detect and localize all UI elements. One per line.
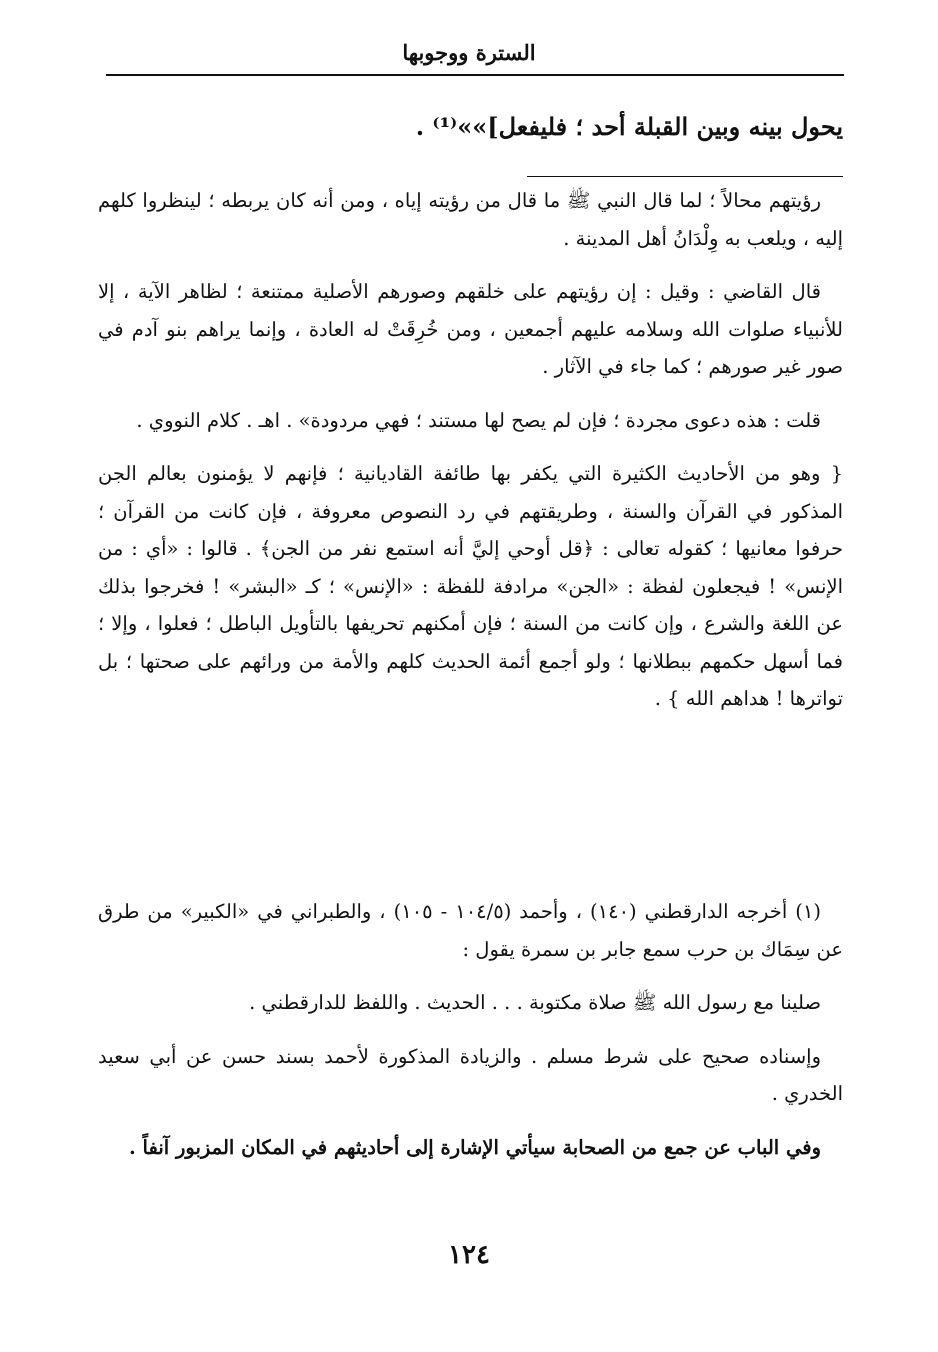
- footnote-paragraph: (١) أخرجه الدارقطني (١٤٠) ، وأحمد (١٠٤/٥ - ١٠٥) ، والطبراني في «الكبير» من طرق عن سِمَاك بن حرب سمع جابر بن سمرة يقول :: [98, 900, 843, 961]
- intro-line: يحول بينه وبين القبلة أحد ؛ فليفعل]»»⁽¹⁾ .: [415, 112, 843, 141]
- page-number: ١٢٤: [448, 1240, 490, 1270]
- running-header-title: السترة ووجوبها: [402, 40, 536, 65]
- footnotes-block: [98, 893, 843, 1182]
- body-paragraph: { وهو من الأحاديث الكثيرة التي يكفر بها طائفة القاديانية ؛ فإنهم لا يؤمنون بعالم الجن المذكور في القرآن والسنة ، وطريقتهم في رد النصوص معروفة ، فإن كانت من القرآن ؛ حرفوا معانيها ؛ كقوله تعالى : ﴿قل أوحي إليَّ أنه استمع نفر من الجن﴾ . قالوا : «أي : من الإنس» ! فيجعلون لفظة : «الجن» مرادفة للفظة : «الإنس» ؛ كـ «البشر» ! فخرجوا بذلك عن اللغة والشرع ، وإن كانت من السنة ؛ فإن أمكنهم تحريفها بالتأويل الباطل ؛ فعلوا ، وإلا ؛ فما أسهل حكمهم ببطلانها ؛ ولو أجمع أئمة الحديث كلهم والأمة من ورائهم على صحتها ؛ بل تواترها ! هداهم الله } .: [98, 462, 843, 710]
- footnote-paragraph: وإسناده صحيح على شرط مسلم . والزيادة المذكورة لأحمد بسند حسن عن أبي سعيد الخدري .: [98, 1044, 843, 1105]
- body-paragraph: قلت : هذه دعوى مجردة ؛ فإن لم يصح لها مستند ؛ فهي مردودة» . اهـ . كلام النووي .: [136, 408, 821, 432]
- footnote-separator: [527, 176, 843, 177]
- body-paragraph: رؤيتهم محالاً ؛ لما قال النبي ﷺ ما قال من رؤيته إياه ، ومن أنه كان يربطه ؛ لينظروا كلهم إليه ، ويلعب به وِلْدَانُ أهل المدينة .: [98, 189, 843, 250]
- header-divider: [106, 74, 844, 76]
- body-paragraph: قال القاضي : وقيل : إن رؤيتهم على خلقهم وصورهم الأصلية ممتنعة ؛ لظاهر الآية ، إلا للأنبياء صلوات الله وسلامه عليهم أجمعين ، ومن خُرِقَتْ له العادة ، وإنما يراهم بنو آدم في صور غير صورهم ؛ كما جاء في الآثار .: [98, 280, 843, 378]
- footnote-paragraph: صلينا مع رسول الله ﷺ صلاة مكتوبة . . . الحديث . واللفظ للدارقطني .: [249, 991, 821, 1014]
- footnote-paragraph: وفي الباب عن جمع من الصحابة سيأتي الإشارة إلى أحاديثهم في المكان المزبور آنفاً .: [128, 1135, 821, 1159]
- main-text: [98, 182, 843, 734]
